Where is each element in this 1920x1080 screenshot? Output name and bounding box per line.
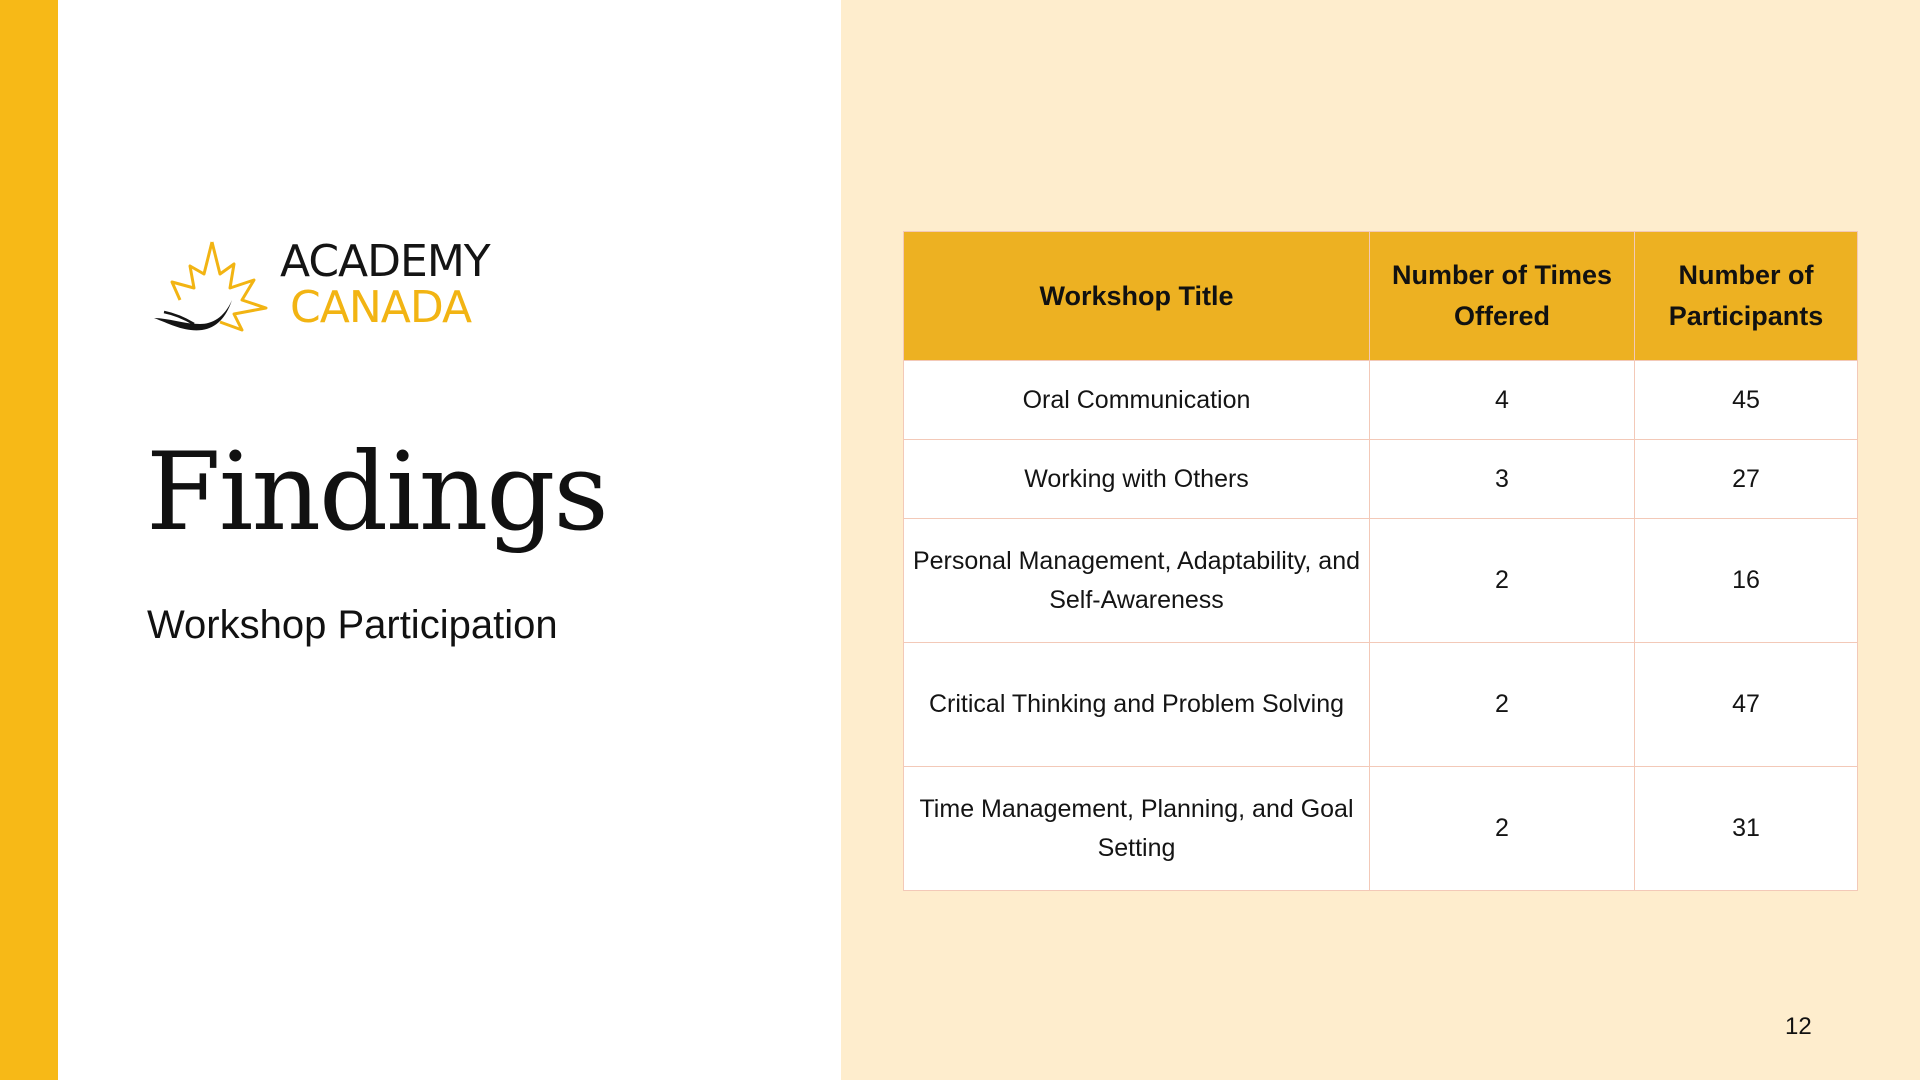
workshop-title-cell: Oral Communication	[904, 361, 1370, 440]
times-offered-cell: 2	[1370, 767, 1635, 891]
table-header-row	[904, 232, 1858, 361]
page-subtitle: Workshop Participation	[147, 603, 558, 647]
maple-leaf-icon	[150, 238, 275, 338]
participants-cell: 31	[1635, 767, 1858, 891]
workshop-title-cell: Critical Thinking and Problem Solving	[904, 643, 1370, 767]
times-offered-cell: 4	[1370, 361, 1635, 440]
participants-cell: 47	[1635, 643, 1858, 767]
table-row	[904, 361, 1858, 440]
table-row	[904, 767, 1858, 891]
workshop-title-cell: Working with Others	[904, 440, 1370, 519]
column-header-times-offered: Number of Times Offered	[1370, 232, 1635, 361]
times-offered-cell: 2	[1370, 643, 1635, 767]
workshop-table	[903, 231, 1858, 891]
times-offered-cell: 3	[1370, 440, 1635, 519]
times-offered-cell: 2	[1370, 519, 1635, 643]
page-number: 12	[1785, 1013, 1812, 1040]
accent-bar	[0, 0, 58, 1080]
page-title: Findings	[146, 430, 607, 555]
workshop-title-cell: Personal Management, Adaptability, and Self-Awareness	[904, 519, 1370, 643]
academy-canada-logo	[150, 238, 520, 338]
logo-text-canada: CANADA	[290, 282, 472, 333]
table-row	[904, 519, 1858, 643]
table-row	[904, 643, 1858, 767]
table-row	[904, 440, 1858, 519]
column-header-participants: Number of Participants	[1635, 232, 1858, 361]
column-header-workshop-title: Workshop Title	[904, 232, 1370, 361]
participants-cell: 16	[1635, 519, 1858, 643]
participants-cell: 45	[1635, 361, 1858, 440]
logo-text-academy: ACADEMY	[280, 236, 490, 287]
workshop-title-cell: Time Management, Planning, and Goal Setting	[904, 767, 1370, 891]
participants-cell: 27	[1635, 440, 1858, 519]
